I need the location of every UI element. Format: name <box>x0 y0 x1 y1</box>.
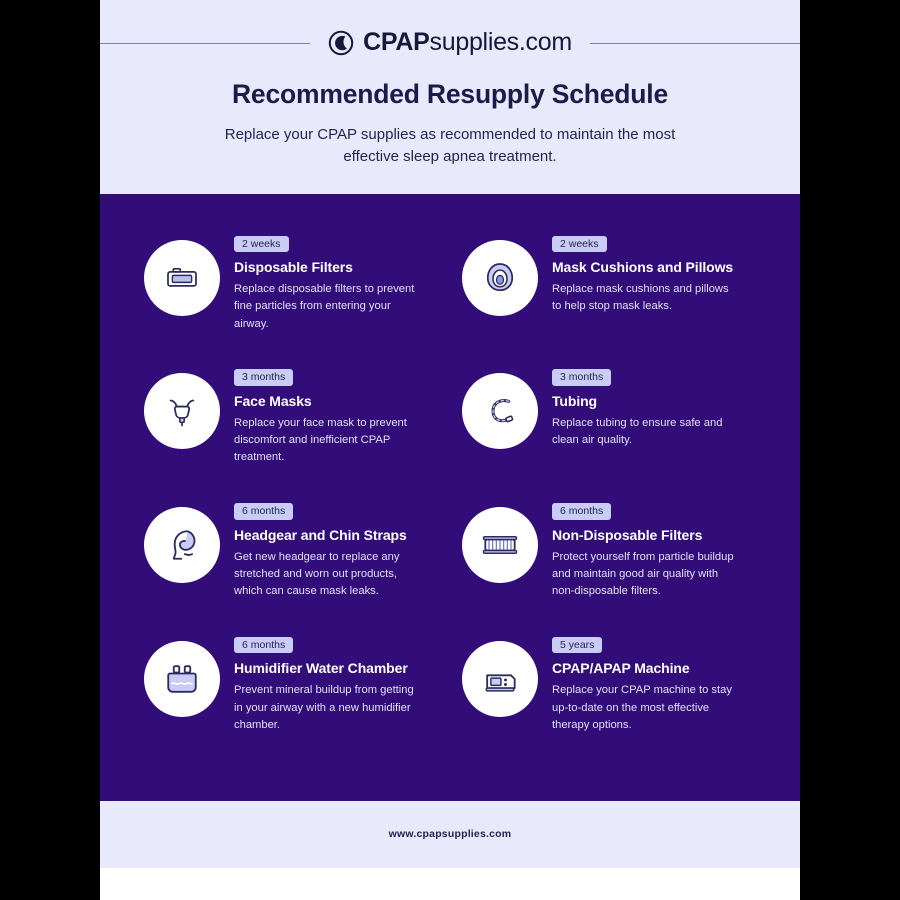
non-disposable-filter-icon <box>462 507 538 583</box>
schedule-item-body <box>234 230 419 334</box>
schedule-item-desc: Get new headgear to replace any stretched and worn out products, which can cause mask leaks. <box>234 550 400 598</box>
status-badge: 6 months <box>234 503 293 520</box>
schedule-item-body <box>552 363 737 449</box>
brand-bar <box>100 28 800 57</box>
schedule-item-body <box>552 497 737 601</box>
status-badge: 3 months <box>234 369 293 386</box>
poster-footer <box>100 801 800 868</box>
schedule-item[interactable] <box>144 631 438 765</box>
brand-name-light: supplies.com <box>429 28 572 56</box>
headgear-icon <box>144 507 220 583</box>
mask-cushion-icon <box>462 240 538 316</box>
schedule-item-title: Humidifier Water Chamber <box>234 660 408 677</box>
humidifier-chamber-icon <box>144 641 220 717</box>
poster-page <box>100 0 800 900</box>
status-badge: 5 years <box>552 637 602 654</box>
brand-name-bold: CPAP <box>363 28 430 56</box>
schedule-item[interactable] <box>462 363 756 497</box>
schedule-item-title: Mask Cushions and Pillows <box>552 259 734 275</box>
schedule-item-desc: Replace mask cushions and pillows to help stop mask leaks. <box>552 283 729 313</box>
disposable-filter-icon <box>144 240 220 316</box>
schedule-section <box>100 194 800 801</box>
schedule-item[interactable] <box>462 497 756 631</box>
brand-logo-lockup[interactable] <box>310 28 590 57</box>
tubing-icon <box>462 373 538 449</box>
schedule-item-desc: Replace your CPAP machine to stay up-to-date on the most effective therapy options. <box>552 684 732 731</box>
status-badge: 2 weeks <box>234 236 289 253</box>
schedule-item[interactable] <box>144 363 438 497</box>
schedule-item-title: Disposable Filters <box>234 259 353 275</box>
footer-url[interactable]: www.cpapsupplies.com <box>388 828 512 840</box>
schedule-item-title: Tubing <box>552 392 598 409</box>
face-mask-icon <box>144 373 220 449</box>
schedule-item-desc: Prevent mineral buildup from getting in your airway with a new humidifier chamber. <box>234 684 414 731</box>
schedule-item-desc: Protect yourself from particle buildup and maintain good air quality with non-disposable filters. <box>552 550 734 598</box>
header-rule-left <box>100 43 310 44</box>
moon-in-circle-icon <box>328 30 354 56</box>
schedule-item-body <box>234 363 419 467</box>
schedule-grid <box>144 230 756 765</box>
schedule-item[interactable] <box>144 230 438 364</box>
schedule-item-body <box>234 631 419 735</box>
schedule-item-desc: Replace disposable filters to prevent fine particles from entering your airway. <box>234 283 415 330</box>
brand-name <box>363 28 572 57</box>
cpap-machine-icon <box>462 641 538 717</box>
schedule-item[interactable] <box>462 631 756 765</box>
schedule-item-title: CPAP/APAP Machine <box>552 660 690 677</box>
schedule-item-desc: Replace tubing to ensure safe and clean air quality. <box>552 416 723 447</box>
status-badge: 6 months <box>552 503 611 520</box>
header-rule-right <box>590 43 800 44</box>
schedule-item-body <box>552 230 737 316</box>
schedule-item-body <box>234 497 419 601</box>
status-badge: 3 months <box>552 369 611 386</box>
schedule-item-title: Headgear and Chin Straps <box>234 526 407 543</box>
page-subtitle: Replace your CPAP supplies as recommended to maintain the most effective sleep apnea treatment. <box>224 126 676 165</box>
schedule-item-desc: Replace your face mask to prevent discomfort and inefficient CPAP treatment. <box>234 416 407 464</box>
schedule-item[interactable] <box>144 497 438 631</box>
schedule-item-title: Face Masks <box>234 392 312 409</box>
schedule-item-title: Non-Disposable Filters <box>552 526 703 543</box>
poster-header <box>100 0 800 194</box>
status-badge: 2 weeks <box>552 236 607 253</box>
status-badge: 6 months <box>234 637 293 654</box>
schedule-item[interactable] <box>462 230 756 364</box>
page-title: Recommended Resupply Schedule <box>232 79 668 109</box>
schedule-item-body <box>552 631 737 735</box>
